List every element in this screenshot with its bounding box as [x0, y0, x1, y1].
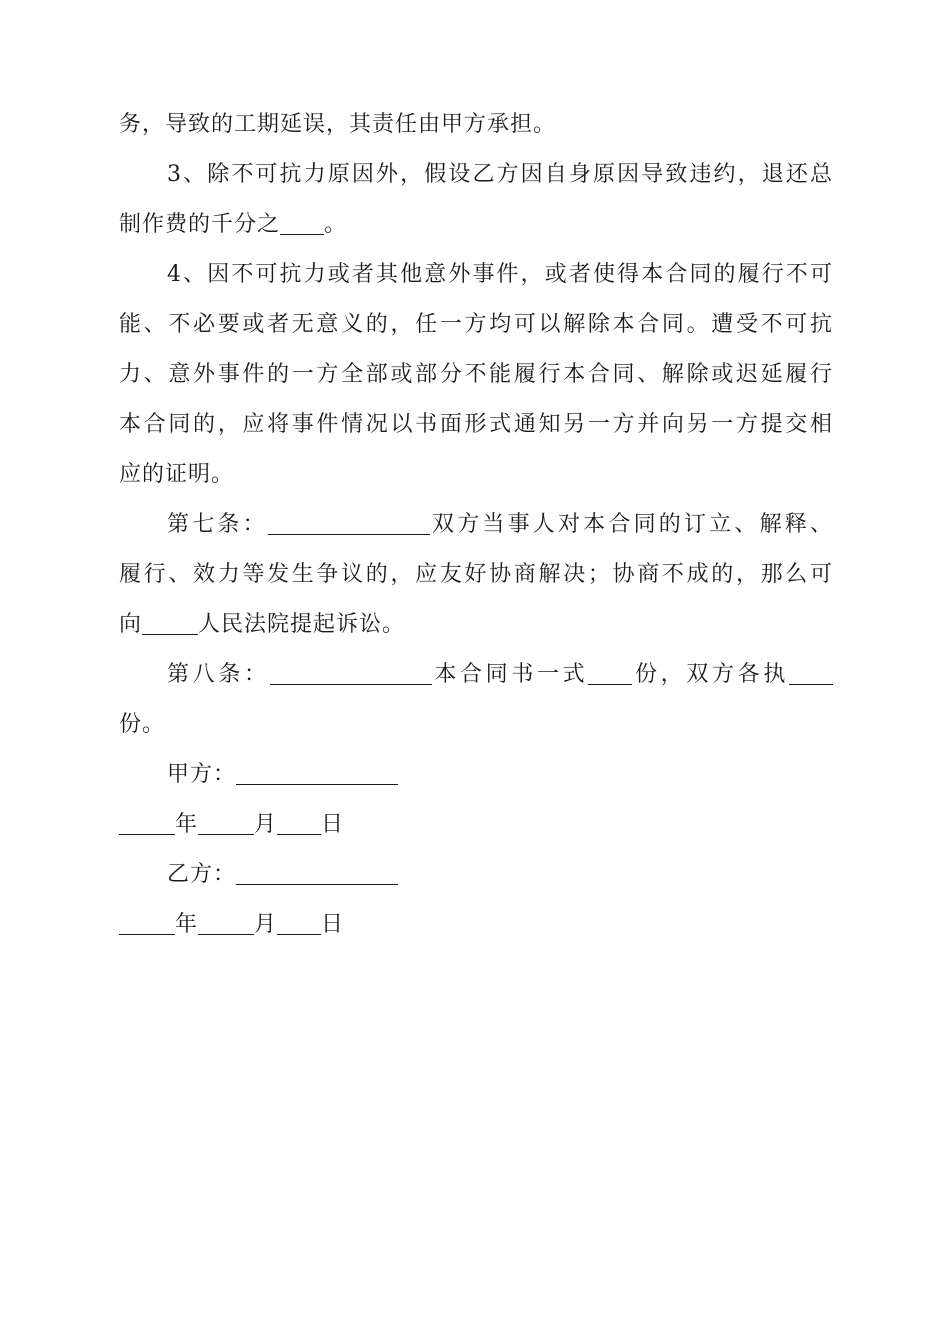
- party-a-date: 年 月 日: [119, 800, 833, 850]
- clause-3-line-2: 制作费的千分之 。: [119, 212, 348, 237]
- fill-in-blank: [280, 212, 324, 235]
- clause-4-line-4: 本合同的，应将事件情况以书面形式通知另一方并向另一方提交相: [119, 412, 833, 437]
- month-blank: [198, 812, 254, 835]
- fill-in-blank: [789, 662, 833, 685]
- year-blank: [119, 912, 175, 935]
- fill-in-blank: [270, 662, 432, 685]
- party-b-signature: [119, 850, 833, 900]
- fill-in-blank: [142, 612, 198, 635]
- contract-page: [119, 100, 833, 950]
- fill-in-blank: [268, 512, 430, 535]
- clause-4-line-5: 应的证明。: [119, 462, 235, 487]
- party-b-date: 年 月 日: [119, 900, 833, 950]
- article-7-line-2: 履行、效力等发生争议的，应友好协商解决；协商不成的，那么可: [119, 562, 833, 587]
- clause-4-line-1: 4、因不可抗力或者其他意外事件，或者使得本合同的履行不可: [167, 262, 833, 287]
- party-b-label: 乙方：: [167, 862, 237, 887]
- day-blank: [277, 912, 321, 935]
- fill-in-blank: [588, 662, 632, 685]
- paragraph-line: 务，导致的工期延误，其责任由甲方承担。: [119, 112, 557, 137]
- clause-4-line-3: 力、意外事件的一方全部或部分不能履行本合同、解除或迟延履行: [119, 362, 833, 387]
- party-a-blank: [236, 762, 398, 785]
- article-8-label: 第八条：: [167, 662, 270, 687]
- article-7-line-1: 第七条： 双方当事人对本合同的订立、解释、: [167, 512, 833, 537]
- clause-3-line-1: 3、除不可抗力原因外，假设乙方因自身原因导致违约，退还总: [167, 162, 833, 187]
- article-8-line-1: 第八条： 本合同书一式 份，双方各执: [119, 650, 833, 700]
- clause-4-line-2: 能、不必要或者无意义的，任一方均可以解除本合同。遭受不可抗: [119, 312, 833, 337]
- article-8-line-2: 份。: [119, 712, 166, 737]
- party-a-label: 甲方：: [167, 762, 237, 787]
- party-a-signature: [119, 750, 833, 800]
- article-7-line-3: 向 人民法院提起诉讼。: [119, 612, 406, 637]
- year-blank: [119, 812, 175, 835]
- party-b-blank: [236, 862, 398, 885]
- day-blank: [277, 812, 321, 835]
- month-blank: [198, 912, 254, 935]
- article-7-label: 第七条：: [167, 512, 268, 537]
